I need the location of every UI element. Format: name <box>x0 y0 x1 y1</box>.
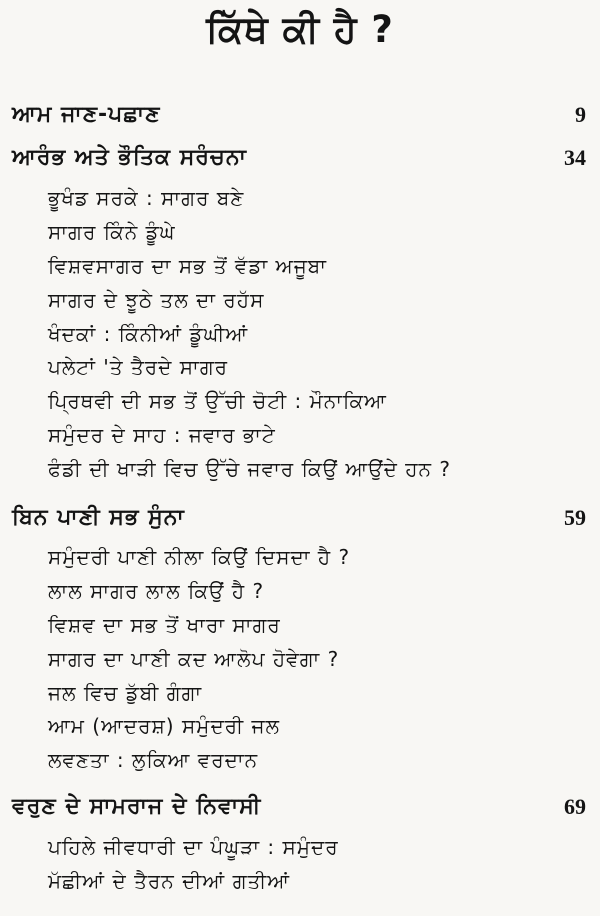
toc-section-3 <box>12 505 592 539</box>
toc-item: ਜਲ ਵਿਚ ਡੁੱਬੀ ਗੰਗਾ <box>48 681 203 705</box>
section-title: ਵਰੁਣ ਦੇ ਸਾਮਰਾਜ ਦੇ ਨਿਵਾਸੀ <box>12 794 262 819</box>
toc-item: ਪਲੇਟਾਂ 'ਤੇ ਤੈਰਦੇ ਸਾਗਰ <box>48 355 229 379</box>
section-page-number: 34 <box>564 145 586 170</box>
toc-item: ਲਾਲ ਸਾਗਰ ਲਾਲ ਕਿਉਂ ਹੈ ? <box>48 579 265 603</box>
toc-item: ਆਮ (ਆਦਰਸ਼) ਸਮੁੰਦਰੀ ਜਲ <box>48 714 281 738</box>
toc-item: ਸਮੁੰਦਰੀ ਪਾਣੀ ਨੀਲਾ ਕਿਉਂ ਦਿਸਦਾ ਹੈ ? <box>48 545 351 569</box>
toc-item: ਸਮੁੰਦਰ ਦੇ ਸਾਹ : ਜਵਾਰ ਭਾਟੇ <box>48 423 276 447</box>
section-title: ਬਿਨ ਪਾਣੀ ਸਭ ਸੁੰਨਾ <box>12 505 185 530</box>
section-title: ਆਰੰਭ ਅਤੇ ਭੌਤਿਕ ਸਰੰਚਨਾ <box>12 145 247 170</box>
toc-item: ਪਹਿਲੇ ਜੀਵਧਾਰੀ ਦਾ ਪੰਘੂੜਾ : ਸਮੁੰਦਰ <box>48 835 339 859</box>
toc-item: ਪ੍ਰਿਥਵੀ ਦੀ ਸਭ ਤੋਂ ਉੱਚੀ ਚੋਟੀ : ਮੌਨਾਕਿਆ <box>48 389 387 413</box>
section-page-number: 59 <box>564 505 586 530</box>
toc-item: ਮੱਛੀਆਂ ਦੇ ਤੈਰਨ ਦੀਆਂ ਗਤੀਆਂ <box>48 869 291 893</box>
toc-item: ਸਾਗਰ ਕਿੰਨੇ ਡੂੰਘੇ <box>48 220 176 244</box>
section-page-number: 9 <box>575 102 586 127</box>
toc-section-1 <box>12 102 592 136</box>
toc-item: ਵਿਸ਼ਵਸਾਗਰ ਦਾ ਸਭ ਤੋਂ ਵੱਡਾ ਅਜੂਬਾ <box>48 254 327 278</box>
section-page-number: 69 <box>564 794 586 819</box>
page-title: ਕਿੱਥੇ ਕੀ ਹੈ ? <box>206 8 394 51</box>
toc-item: ਖੰਦਕਾਂ : ਕਿੰਨੀਆਂ ਡੂੰਘੀਆਂ <box>48 322 249 346</box>
toc-section-2 <box>12 145 592 179</box>
toc-item: ਫੰਡੀ ਦੀ ਖਾੜੀ ਵਿਚ ਉੱਚੇ ਜਵਾਰ ਕਿਉਂ ਆਉਂਦੇ ਹਨ ? <box>48 457 452 481</box>
toc-item: ਲਵਣਤਾ : ਲੁਕਿਆ ਵਰਦਾਨ <box>48 748 259 772</box>
section-title: ਆਮ ਜਾਣ-ਪਛਾਣ <box>12 102 161 127</box>
toc-item: ਵਿਸ਼ਵ ਦਾ ਸਭ ਤੋਂ ਖਾਰਾ ਸਾਗਰ <box>48 613 281 637</box>
toc-section-4 <box>12 794 592 828</box>
toc-item: ਸਾਗਰ ਦੇ ਝੂਠੇ ਤਲ ਦਾ ਰਹੱਸ <box>48 288 265 312</box>
toc-item: ਸਾਗਰ ਦਾ ਪਾਣੀ ਕਦ ਆਲੋਪ ਹੋਵੇਗਾ ? <box>48 647 340 671</box>
toc-item: ਭੂਖੰਡ ਸਰਕੇ : ਸਾਗਰ ਬਣੇ <box>48 186 245 210</box>
